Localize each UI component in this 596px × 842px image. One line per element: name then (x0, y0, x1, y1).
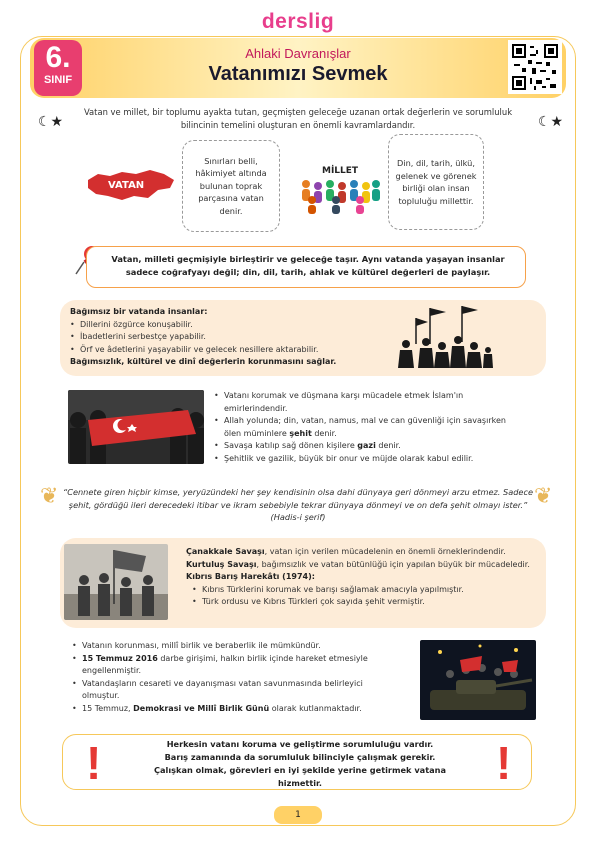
history-section (186, 546, 538, 609)
qr-code-icon[interactable] (508, 40, 562, 94)
july15-date: 15 Temmuz 2016 (82, 653, 158, 663)
grade-number: 6. (45, 41, 71, 74)
kurtulus-term: Kurtuluş Savaşı (186, 559, 257, 569)
kibris-heading: Kıbrıs Barış Harekâtı (1974): (186, 572, 315, 581)
hadith-quote: “Cennete giren hiçbir kimse, yeryüzündeki her şey kendisinin olsa dahi dünyaya geri dönmeyi arzu etmez. Sadece şehit, gördüğü ileri derecedeki itibar ve ikram sebebiyle tekrar dünyaya dönmeyi ve on defa şehit olmayı ister.” (Hadis-i şerif) (62, 487, 533, 522)
list-item (214, 453, 514, 466)
list-item: • Dillerini özgürce konuşabilir. (70, 319, 370, 332)
list-item: • Vatanın korunması, millî birlik ve beraberlik ile mümkündür. (72, 640, 388, 653)
page-title: Vatanımızı Sevmek (208, 63, 388, 85)
item-text: denir. (311, 428, 337, 438)
crescent-star-icon: ☾★ (538, 114, 564, 130)
canakkale-text: , vatan için verilen mücadelenin en önemli örneklerindendir. (264, 547, 506, 556)
canakkale-term: Çanakkale Savaşı (186, 547, 265, 556)
vatan-definition-box (182, 140, 280, 232)
bottom-line: Barış zamanında da sorumluluk bilinciyle çalışmak gerekir. (164, 752, 436, 762)
list-item: • Türk ordusu ve Kıbrıs Türkleri çok sayıda şehit vermiştir. (192, 596, 538, 609)
crescent-star-icon: ☾★ (38, 114, 64, 130)
note-text: Vatan, milleti geçmişiyle birleştirir ve geleceğe taşır. Aynı vatanda yaşayan insanlar sadece coğrafyayı değil; din, dil, tarih, ahlak ve kültürel değerleri de paylaşır. (111, 254, 505, 277)
democracy-day-term: Demokrasi ve Millî Birlik Günü (133, 703, 270, 713)
independence-heading: Bağımsız bir vatanda insanlar: (70, 307, 208, 316)
list-item: • Vatandaşların cesareti ve dayanışması vatan savunmasında belirleyici olmuştur. (72, 678, 388, 703)
july15-section (72, 640, 388, 715)
item-text: denir. (375, 441, 401, 450)
bottom-line: Çalışkan olmak, görevleri en iyi şekilde yerine getirmek vatana hizmettir. (154, 765, 446, 788)
unit-subtitle: Ahlaki Davranışlar (245, 46, 351, 61)
list-item: • İbadetlerini serbestçe yapabilir. (70, 331, 370, 344)
list-item: • Örf ve âdetlerini yaşayabilir ve gelecek nesillere aktarabilir. (70, 344, 370, 357)
kurtulus-paragraph (186, 559, 538, 572)
header-banner (30, 38, 566, 98)
ornament-left-icon: ❦ (40, 484, 59, 509)
canakkale-paragraph (186, 546, 538, 559)
soldiers-flag-coffin-image (68, 390, 204, 464)
kurtulus-text: , bağımsızlık ve vatan bütünlüğü için yapılan büyük bir mücadeledir. (256, 559, 530, 569)
item-text: 15 Temmuz, (82, 703, 134, 713)
note-box (86, 246, 526, 288)
independence-closing: Bağımsızlık, kültürel ve dinî değerlerin korunmasını sağlar. (70, 357, 337, 366)
list-item (214, 390, 514, 415)
list-item (214, 440, 514, 453)
vatan-label: VATAN (108, 180, 145, 191)
gazi-term: gazi (357, 441, 376, 450)
vatan-definition: Sınırları belli, hâkimiyet altında bulunan toprak parçasına vatan denir. (195, 155, 267, 216)
list-item (72, 703, 388, 716)
item-text: darbe girişimi, halkın birlik içinde hareket etmesiyle engellenmiştir. (82, 653, 368, 675)
ornament-right-icon: ❦ (534, 484, 553, 509)
intro-text: Vatan ve millet, bir toplumu ayakta tutan, geçmişten geleceğe uzanan ortak değerlerin ve sorumluluk bilincinin temelini oluşturan en önemli kavramlardandır. (83, 107, 513, 130)
bottom-line: Herkesin vatanı koruma ve geliştirme sorumluluğu vardır. (166, 739, 434, 749)
millet-label: MİLLET (322, 166, 359, 176)
soldiers-historic-photo-image (64, 544, 168, 620)
page-number: 1 (274, 806, 322, 824)
flag-bearers-silhouette-image (386, 304, 494, 370)
list-item (214, 415, 514, 440)
july15-tank-crowd-image (420, 640, 536, 720)
exclamation-icon: ! (496, 737, 512, 789)
people-crowd-icon (298, 178, 382, 214)
list-item (72, 653, 388, 678)
list-item: • Kıbrıs Türklerini korumak ve barışı sağlamak amacıyla yapılmıştır. (192, 584, 538, 597)
millet-definition-box (388, 134, 484, 230)
item-text: Şehitlik ve gazilik, büyük bir onur ve müjde olarak kabul edilir. (224, 453, 474, 463)
exclamation-icon: ! (86, 737, 102, 789)
millet-definition: Din, dil, tarih, ülkü, gelenek ve görenek birliği olan insan topluluğu millettir. (395, 158, 477, 206)
brand-logo[interactable]: derslig (261, 10, 335, 33)
item-text: olarak kutlanmaktadır. (269, 703, 362, 713)
item-text: Allah yolunda; din, vatan, namus, mal ve can güvenliği için savaşırken ölen müminlere (224, 416, 506, 438)
independence-section (70, 306, 370, 369)
sehit-term: şehit (289, 428, 312, 438)
item-text: Vatanı korumak ve düşmana karşı mücadele etmek İslam'ın emirlerindendir. (224, 391, 464, 413)
item-text: Savaşa katılıp sağ dönen kişilere (224, 441, 358, 450)
martyrdom-section (214, 390, 514, 465)
bottom-message (134, 738, 466, 786)
grade-label: SINIF (43, 74, 73, 86)
